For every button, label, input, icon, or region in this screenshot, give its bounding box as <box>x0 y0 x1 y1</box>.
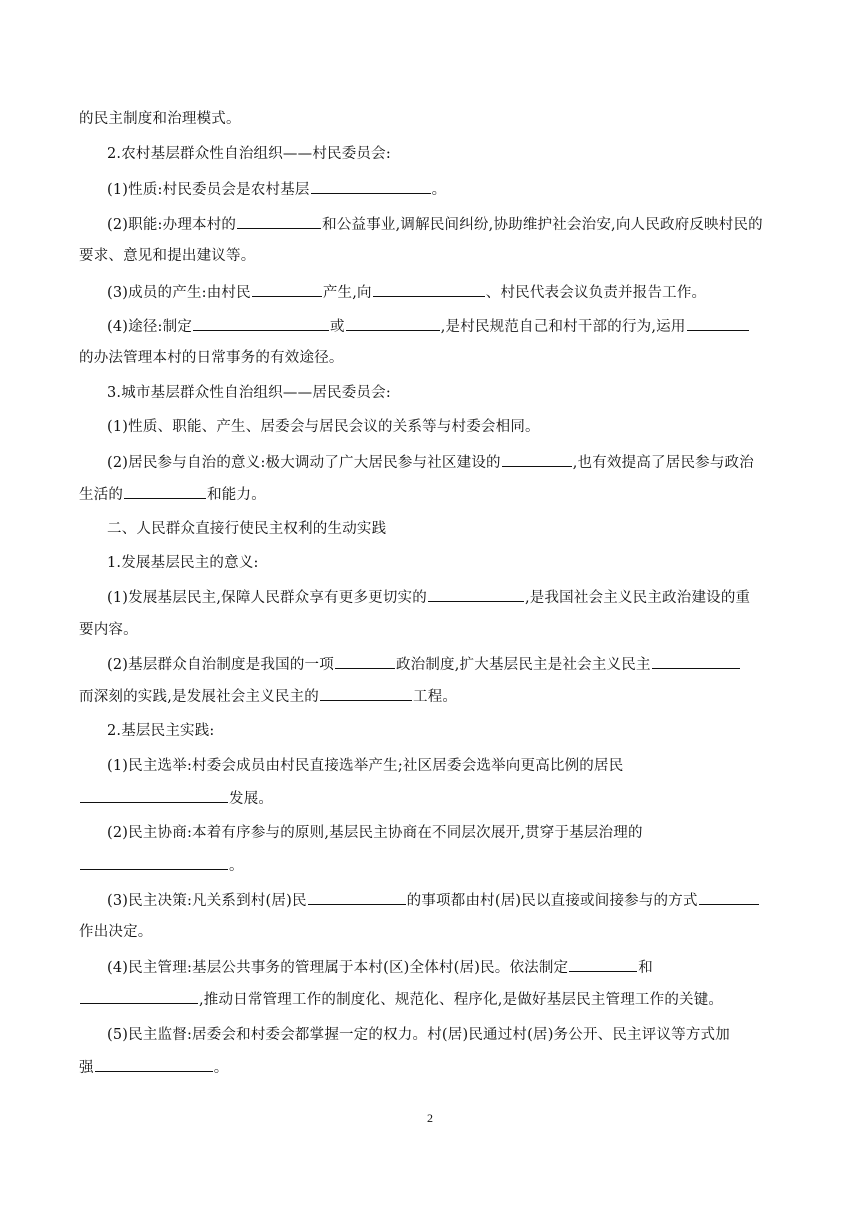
fill-in-blank <box>80 989 198 1004</box>
section-heading <box>107 721 215 741</box>
fill-in-blank <box>80 788 228 803</box>
fill-in-blank <box>687 316 749 331</box>
text: ,推动日常管理工作的制度化、规范化、程序化,是做好基层民主管理工作的关键。 <box>199 992 724 1008</box>
text-line <box>79 788 273 809</box>
text: 2.农村基层群众性自治组织——村民委员会: <box>107 146 391 162</box>
text-line <box>107 587 750 608</box>
text: 。 <box>431 182 447 198</box>
text: (1)民主选举:村委会成员由村民直接选举产生;社区居委会选举向更高比例的居民 <box>107 758 624 774</box>
fill-in-blank <box>311 179 431 194</box>
fill-in-blank <box>699 890 759 905</box>
section-heading <box>107 383 391 403</box>
text: (2)基层群众自治制度是我国的一项 <box>107 657 334 673</box>
text: (3)民主决策:凡关系到村(居)民 <box>107 893 307 909</box>
text: (3)成员的产生:由村民 <box>107 285 251 301</box>
text: 和 <box>638 960 653 976</box>
text: 。 <box>229 858 244 874</box>
fill-in-blank <box>193 316 329 331</box>
text-line <box>107 417 540 437</box>
text: 、村民代表会议负责并报告工作。 <box>485 285 707 301</box>
text: 政治制度,扩大基层民主是社会主义民主 <box>395 657 651 673</box>
fill-in-blank <box>373 282 485 297</box>
text-line <box>79 686 457 707</box>
fill-in-blank <box>569 957 637 972</box>
text-line <box>107 214 763 235</box>
text-line <box>79 348 344 368</box>
section-heading <box>107 519 386 539</box>
text: 生活的 <box>79 487 124 503</box>
text: ,也有效提高了居民参与政治 <box>572 455 754 471</box>
text: (4)途径:制定 <box>107 319 193 335</box>
section-heading <box>107 144 391 164</box>
text-line <box>79 855 244 876</box>
fill-in-blank <box>320 686 412 701</box>
fill-in-blank <box>237 214 321 229</box>
text-line <box>107 756 623 776</box>
text: 1.发展基层民主的意义: <box>107 555 259 571</box>
fill-in-blank <box>502 452 572 467</box>
text-line <box>107 823 643 843</box>
text: (1)性质、职能、产生、居委会与居民会议的关系等与村委会相同。 <box>107 419 540 435</box>
text: ,是我国社会主义民主政治建设的重 <box>524 590 751 606</box>
fill-in-blank <box>428 587 524 602</box>
text: 2.基层民主实践: <box>107 723 215 739</box>
fill-in-blank <box>252 282 322 297</box>
text-line <box>107 654 741 675</box>
text: ,是村民规范自己和村干部的行为,运用 <box>440 319 686 335</box>
text-line <box>79 620 138 640</box>
page-number: 2 <box>427 1111 433 1125</box>
text-line <box>107 316 750 337</box>
text-line <box>79 1057 228 1078</box>
text: 工程。 <box>413 689 458 705</box>
text-line <box>79 989 723 1010</box>
fill-in-blank <box>652 654 740 669</box>
text-line <box>107 957 653 978</box>
text: (2)职能:办理本村的 <box>107 217 237 233</box>
text: 产生,向 <box>322 285 372 301</box>
text-line <box>107 179 446 200</box>
fill-in-blank <box>95 1057 213 1072</box>
fill-in-blank <box>124 484 206 499</box>
text-line <box>107 282 706 303</box>
section-heading <box>107 553 259 573</box>
text-line <box>107 452 754 473</box>
text-line <box>107 890 760 911</box>
text: 。 <box>213 1060 229 1076</box>
text: 而深刻的实践,是发展社会主义民主的 <box>79 689 320 705</box>
text: 的事项都由村(居)民以直接或间接参与的方式 <box>406 893 698 909</box>
fill-in-blank <box>346 316 440 331</box>
text: 和能力。 <box>207 487 266 503</box>
text: 3.城市基层群众性自治组织——居民委员会: <box>107 385 391 401</box>
text-line <box>107 1025 730 1045</box>
text: (1)发展基层民主,保障人民群众享有更多更切实的 <box>107 590 427 606</box>
text: 强 <box>79 1060 94 1076</box>
text: 要求、意见和提出建议等。 <box>79 248 256 264</box>
text: 的民主制度和治理模式。 <box>79 111 241 127</box>
text: 作出决定。 <box>79 924 153 940</box>
text: 的办法管理本村的日常事务的有效途径。 <box>79 350 344 366</box>
text: 要内容。 <box>79 622 138 638</box>
text: (5)民主监督:居委会和村委会都掌握一定的权力。村(居)民通过村(居)务公开、民主评议等方式加 <box>107 1027 730 1043</box>
fill-in-blank <box>308 890 406 905</box>
text-line <box>79 109 241 129</box>
text: (1)性质:村民委员会是农村基层 <box>107 182 310 198</box>
text: (2)居民参与自治的意义:极大调动了广大居民参与社区建设的 <box>107 455 501 471</box>
text: 和公益事业,调解民间纠纷,协助维护社会治安,向人民政府反映村民的 <box>322 217 763 233</box>
fill-in-blank <box>80 855 228 870</box>
text-line <box>79 922 153 942</box>
text: (4)民主管理:基层公共事务的管理属于本村(区)全体村(居)民。依法制定 <box>107 960 569 976</box>
fill-in-blank <box>335 654 395 669</box>
text: 发展。 <box>229 791 274 807</box>
text: (2)民主协商:本着有序参与的原则,基层民主协商在不同层次展开,贯穿于基层治理的 <box>107 825 643 841</box>
text-line <box>79 246 255 266</box>
text-line <box>79 484 266 505</box>
text: 或 <box>330 319 345 335</box>
text: 二、人民群众直接行使民主权利的生动实践 <box>107 521 387 537</box>
